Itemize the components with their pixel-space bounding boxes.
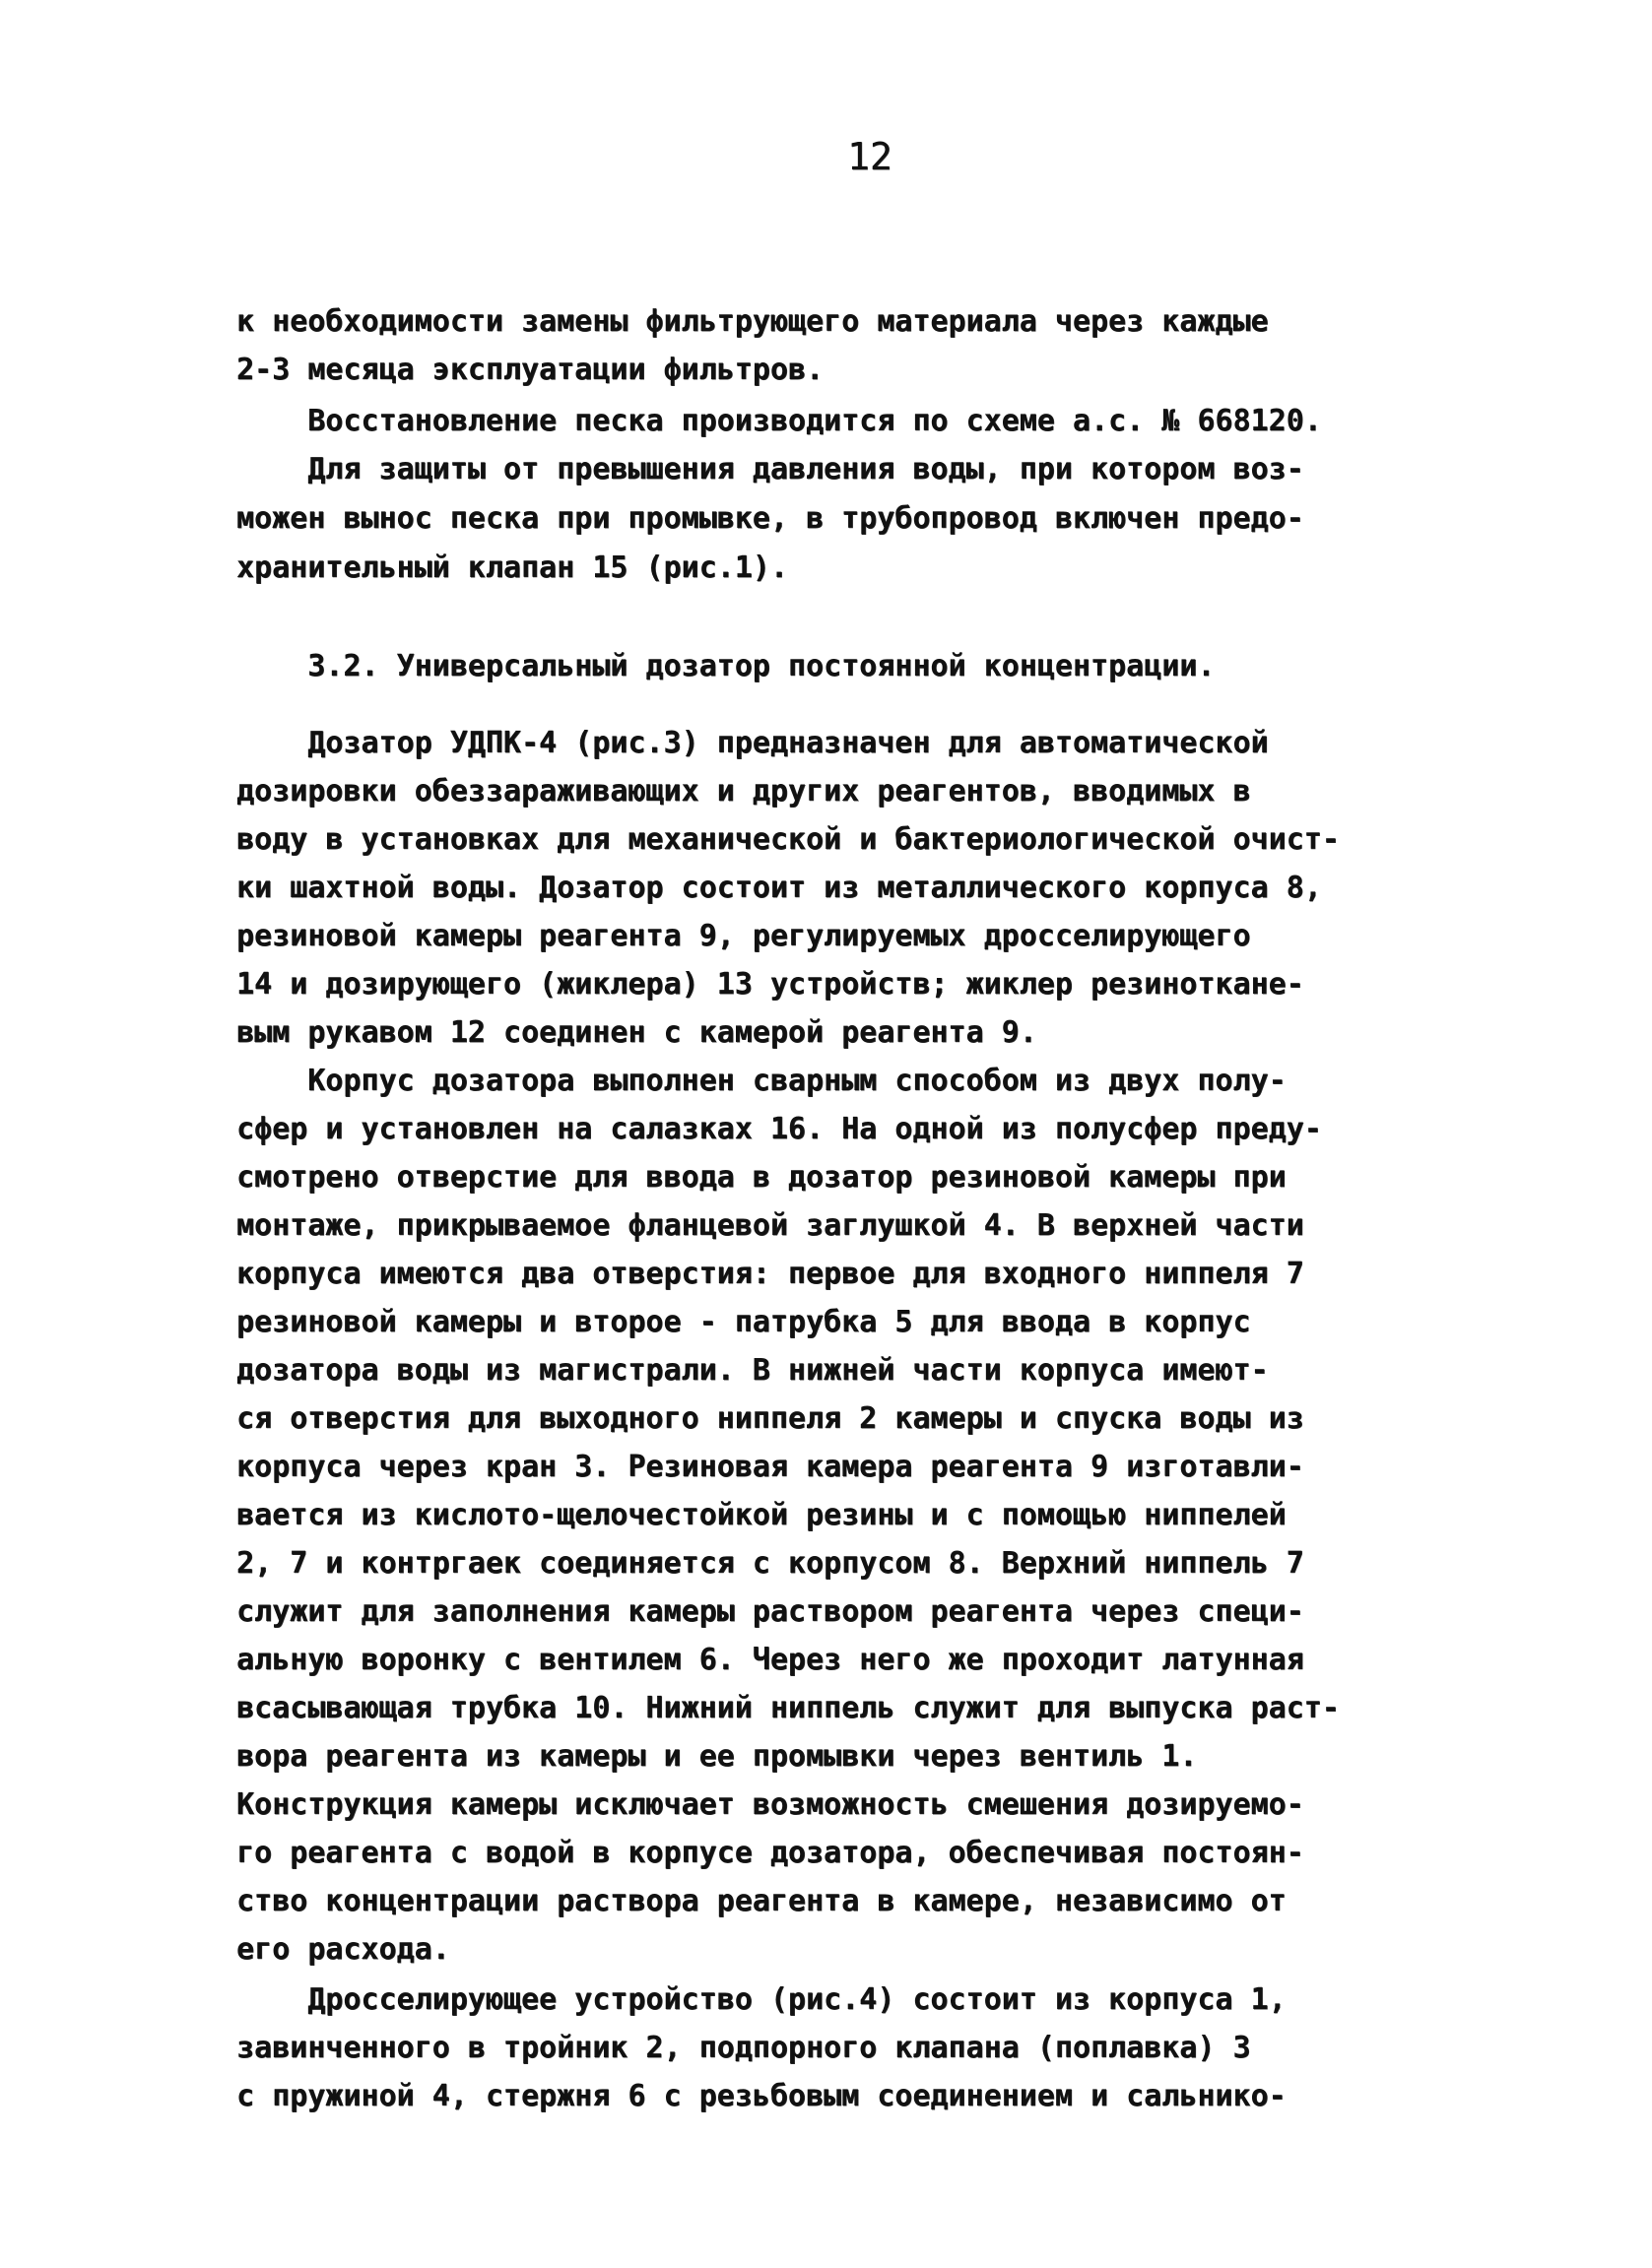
text-line: вается из кислото-щелочестойкой резины и с помощью ниппелей [236, 1498, 1287, 1532]
text-line: 2-3 месяца эксплуатации фильтров. [236, 353, 825, 387]
text-line: служит для заполнения камеры раствором реагента через специ- [236, 1594, 1304, 1629]
text-line: 14 и дозирующего (жиклера) 13 устройств; жиклер резинотканe- [236, 967, 1304, 1002]
text-line: альную воронку с вентилем 6. Через него же проходит латунная [236, 1643, 1304, 1677]
text-line: воду в установках для механической и бактериологической очист- [236, 822, 1340, 857]
text-line: вым рукавом 12 соединен с камерой реагента 9. [236, 1015, 1037, 1050]
text-line: ки шахтной воды. Дозатор состоит из металлического корпуса 8, [236, 871, 1322, 905]
text-line: его расхода. [236, 1932, 450, 1967]
text-line: корпуса через кран 3. Резиновая камера реагента 9 изготавли- [236, 1450, 1304, 1484]
text-line: Корпус дозатора выполнен сварным способом из двух полу- [236, 1064, 1287, 1098]
text-line: хранительный клапан 15 (рис.1). [236, 551, 788, 585]
text-line: дозатора воды из магистрали. В нижней части корпуса имеют- [236, 1353, 1269, 1388]
text-line: корпуса имеются два отверстия: первое для входного ниппеля 7 [236, 1257, 1304, 1291]
text-line: Конструкция камеры исключает возможность смешения дозируемо- [236, 1787, 1304, 1822]
text-line: сфер и установлен на салазках 16. На одной из полусфер преду- [236, 1112, 1322, 1146]
text-line: 2, 7 и контргаек соединяется с корпусом 8. Верхний ниппель 7 [236, 1546, 1304, 1581]
text-line: ся отверстия для выходного ниппеля 2 камеры и спуска воды из [236, 1401, 1304, 1436]
text-line: завинченного в тройник 2, подпорного клапана (поплавка) 3 [236, 2031, 1251, 2065]
text-line: с пружиной 4, стержня 6 с резьбовым соединением и сальнико- [236, 2079, 1287, 2113]
text-line: дозировки обеззараживающих и других реагентов, вводимых в [236, 774, 1251, 809]
text-line: ство концентрации раствора реагента в камере, независимо от [236, 1884, 1287, 1918]
text-line: вора реагента из камеры и ее промывки через вентиль 1. [236, 1739, 1198, 1774]
text-line: Восстановление песка производится по схеме а.с. № 668120. [236, 404, 1322, 438]
text-line: Для защиты от превышения давления воды, при котором воз- [236, 452, 1304, 486]
text-line: го реагента с водой в корпусе дозатора, обеспечивая постоян- [236, 1836, 1304, 1870]
text-line: смотрено отверстие для ввода в дозатор резиновой камеры при [236, 1160, 1287, 1195]
text-line: Дозатор УДПК-4 (рис.3) предназначен для автоматической [236, 726, 1269, 760]
text-line: всасывающая трубка 10. Нижний ниппель служит для выпуска раст- [236, 1691, 1340, 1725]
text-line: к необходимости замены фильтрующего материала через каждые [236, 304, 1269, 339]
text-line: резиновой камеры реагента 9, регулируемых дросселирующего [236, 919, 1251, 953]
text-line: Дросселирующее устройство (рис.4) состоит из корпуса 1, [236, 1982, 1287, 2017]
text-line: монтаже, прикрываемое фланцевой заглушкой 4. В верхней части [236, 1208, 1304, 1243]
text-line: резиновой камеры и второе - патрубка 5 для ввода в корпус [236, 1305, 1251, 1339]
page-number: 12 [847, 135, 892, 178]
text-line: можен вынос песка при промывке, в трубопровод включен предо- [236, 501, 1304, 536]
section-heading: 3.2. Универсальный дозатор постоянной концентрации. [236, 649, 1216, 683]
